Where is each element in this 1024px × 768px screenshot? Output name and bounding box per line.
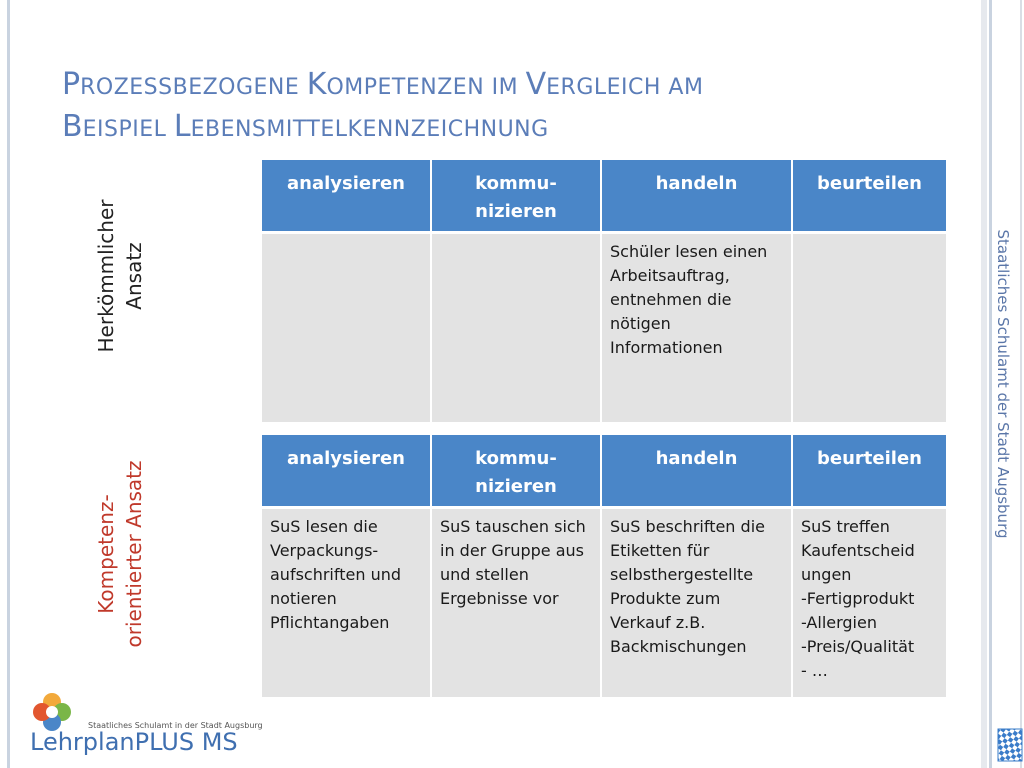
competence-label-line-2: orientierter Ansatz <box>122 460 146 648</box>
competence-header-0: analysieren <box>262 435 430 509</box>
traditional-label-line-2: Ansatz <box>122 242 146 310</box>
traditional-cell-3 <box>793 234 946 422</box>
title-word-rest: EISPIEL <box>82 117 174 142</box>
competence-cell-0: SuS lesen die Verpackungs-aufschriften und notieren Pflichtangaben <box>262 509 430 697</box>
right-border-rule-inner <box>989 0 992 768</box>
competence-approach-label <box>92 460 148 647</box>
left-border-rule <box>7 0 10 768</box>
title-word-rest: OMPETENZEN IM <box>326 75 526 100</box>
logo-subtitle: Staatliches Schulamt in der Stadt Augsburg <box>88 721 263 730</box>
right-border-rule <box>981 0 987 768</box>
lehrplanplus-logo <box>30 688 263 764</box>
traditional-cell-1 <box>432 234 600 422</box>
competence-header-1: kommu- nizieren <box>432 435 600 509</box>
competence-cell-1: SuS tauschen sich in der Gruppe aus und stellen Ergebnisse vor <box>432 509 600 697</box>
competence-cell-3: SuS treffen Kaufentscheid ungen -Fertigprodukt -Allergien -Preis/Qualität - … <box>793 509 946 697</box>
traditional-header-2: handeln <box>602 160 791 234</box>
right-border-rule-outer <box>1020 0 1022 768</box>
title-word-rest: EBENSMITTELKENNZEICHNUNG <box>190 117 549 142</box>
competence-header-2: handeln <box>602 435 791 509</box>
traditional-header-1: kommu- nizieren <box>432 160 600 234</box>
title-initial: V <box>525 67 547 102</box>
sidebar-text: Staatliches Schulamt der Stadt Augsburg <box>994 229 1012 539</box>
title-initial: B <box>62 109 83 144</box>
traditional-cell-2: Schüler lesen einen Arbeitsauftrag, entnehmen die nötigen Informationen <box>602 234 791 422</box>
traditional-cell-0 <box>262 234 430 422</box>
title-initial: L <box>173 109 191 144</box>
title-word-rest: ROZESSBEZOGENE <box>80 75 307 100</box>
title-initial: P <box>62 67 81 102</box>
title-line-1 <box>62 66 962 108</box>
competence-label-line-1: Kompetenz- <box>94 494 118 614</box>
traditional-approach-label <box>92 200 148 353</box>
title-line-2 <box>62 108 962 150</box>
competence-header-3: beurteilen <box>793 435 946 509</box>
traditional-header-0: analysieren <box>262 160 430 234</box>
traditional-header-3: beurteilen <box>793 160 946 234</box>
title-word-rest: ERGLEICH AM <box>546 75 704 100</box>
competence-cell-2: SuS beschriften die Etiketten für selbsthergestellte Produkte zum Verkauf z.B. Backmischungen <box>602 509 791 697</box>
bavaria-flag-icon <box>997 728 1023 762</box>
title-initial: K <box>306 67 327 102</box>
logo-title: LehrplanPLUS MS <box>30 728 238 756</box>
slide-title <box>62 66 962 150</box>
traditional-label-line-1: Herkömmlicher <box>94 199 118 353</box>
